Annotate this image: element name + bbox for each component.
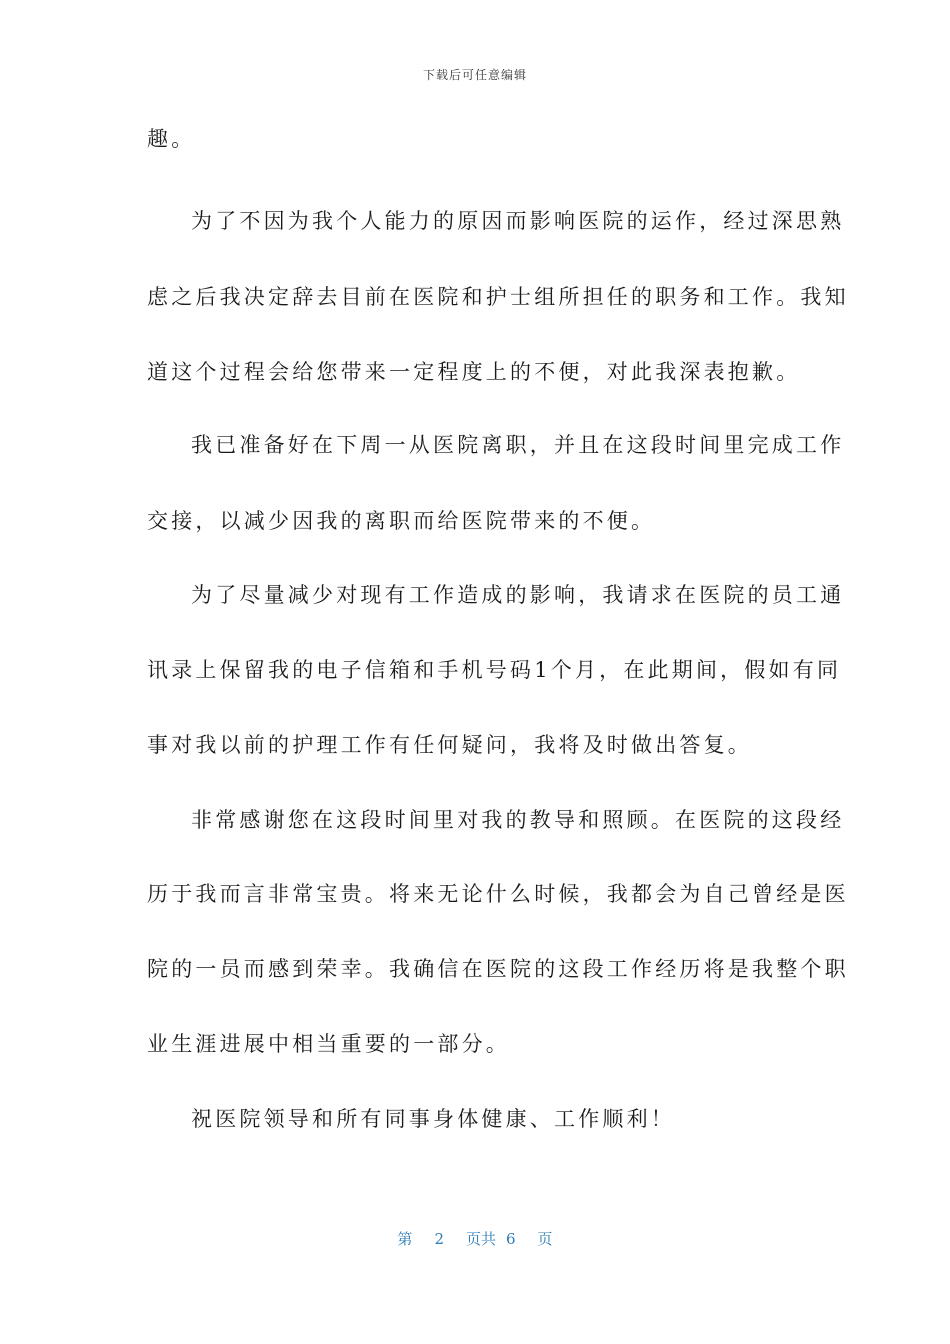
- paragraph-line: 事对我以前的护理工作有任何疑问，我将及时做出答复。: [147, 733, 752, 757]
- header-note: 下载后可任意编辑: [422, 68, 527, 82]
- paragraph-line: 业生涯进展中相当重要的一部分。: [147, 1032, 510, 1056]
- paragraph-line: 道这个过程会给您带来一定程度上的不便，对此我深表抱歉。: [147, 360, 801, 384]
- page-prefix: 第: [397, 1230, 413, 1248]
- paragraph-line: 非常感谢您在这段时间里对我的教导和照顾。在医院的这段经: [191, 808, 845, 832]
- page-total: 6: [506, 1230, 516, 1248]
- paragraph-line: 为了不因为我个人能力的原因而影响医院的运作，经过深思熟: [191, 209, 845, 233]
- page-number: 2: [434, 1230, 444, 1248]
- paragraph-line: 交接，以减少因我的离职而给医院带来的不便。: [147, 509, 656, 533]
- paragraph-line: 讯录上保留我的电子信箱和手机号码1个月，在此期间，假如有同: [147, 658, 842, 682]
- paragraph-line: 我已准备好在下周一从医院离职，并且在这段时间里完成工作: [191, 433, 845, 457]
- page-footer: [0, 1228, 950, 1249]
- paragraph-line: 院的一员而感到荣幸。我确信在医院的这段工作经历将是我整个职: [147, 957, 849, 981]
- paragraph-line: 趣。: [147, 127, 196, 151]
- paragraph-line: 历于我而言非常宝贵。将来无论什么时候，我都会为自己曾经是医: [147, 882, 849, 906]
- paragraph-line: 为了尽量减少对现有工作造成的影响，我请求在医院的员工通: [191, 583, 845, 607]
- paragraph-line: 祝医院领导和所有同事身体健康、工作顺利！: [191, 1107, 675, 1131]
- paragraph-line: 虑之后我决定辞去目前在医院和护士组所担任的职务和工作。我知: [147, 285, 849, 309]
- page-mid: 页共: [465, 1230, 496, 1248]
- page-suffix: 页: [537, 1230, 553, 1248]
